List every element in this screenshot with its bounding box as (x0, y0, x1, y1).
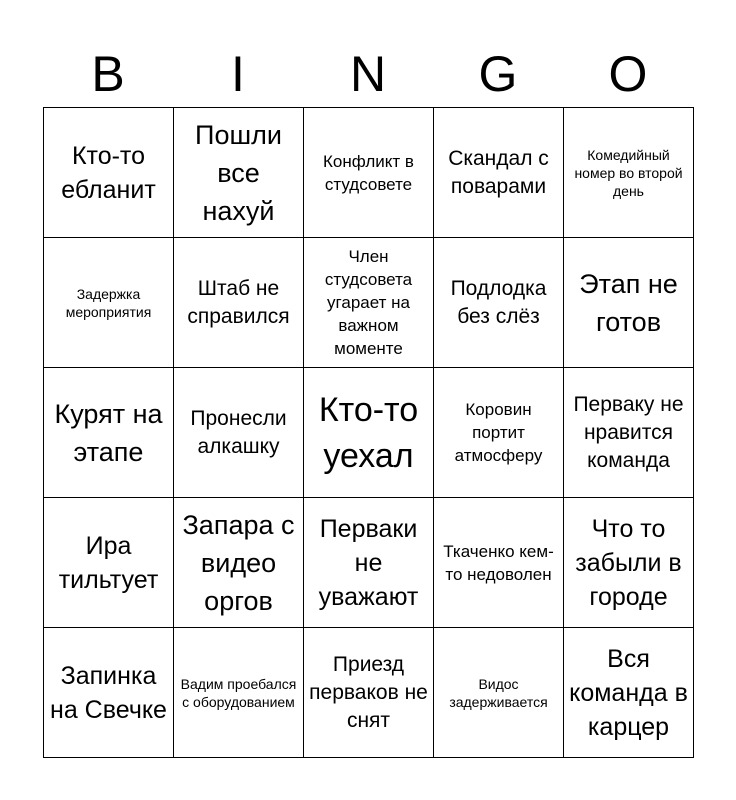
bingo-cell-text: Вадим проебался с оборудованием (180, 675, 297, 710)
bingo-cell-text: Пошли все нахуй (195, 119, 282, 226)
bingo-cell-r2-c4[interactable] (564, 368, 694, 498)
bingo-cell-r1-c1[interactable] (174, 238, 304, 368)
bingo-cell-text: Видос задерживается (449, 675, 548, 710)
bingo-cell-text: Что то забыли в городе (575, 514, 682, 611)
bingo-cell-r0-c4[interactable] (564, 108, 694, 238)
bingo-cell-r4-c1[interactable] (174, 628, 304, 758)
bingo-cell-text: Пронесли алкашку (190, 406, 287, 458)
bingo-card-grid (43, 107, 694, 758)
bingo-cell-r2-c0[interactable] (44, 368, 174, 498)
bingo-cell-r3-c1[interactable] (174, 498, 304, 628)
bingo-cell-text: Ткаченко кем-то недоволен (443, 541, 554, 584)
bingo-cell-text: Комедийный номер во второй день (574, 146, 683, 199)
bingo-cell-r1-c0[interactable] (44, 238, 174, 368)
bingo-cell-r4-c3[interactable] (434, 628, 564, 758)
header-letter-n: N (349, 46, 387, 102)
bingo-cell-r3-c4[interactable] (564, 498, 694, 628)
bingo-cell-r1-c2[interactable] (304, 238, 434, 368)
bingo-cell-text: Этап не готов (579, 268, 678, 337)
header-letter-b: B (91, 46, 125, 102)
header-letter-o: O (608, 46, 648, 102)
bingo-cell-r3-c0[interactable] (44, 498, 174, 628)
bingo-cell-r1-c3[interactable] (434, 238, 564, 368)
header-letter-g: G (478, 46, 518, 102)
bingo-cell-text: Конфликт в студсовете (323, 151, 414, 194)
bingo-cell-text: Член студсовета угарает на важном моменте (324, 247, 413, 358)
bingo-cell-r0-c1[interactable] (174, 108, 304, 238)
bingo-cell-text: Запара с видео оргов (182, 509, 295, 616)
bingo-cell-r3-c3[interactable] (434, 498, 564, 628)
bingo-cell-r1-c4[interactable] (564, 238, 694, 368)
bingo-cell-r2-c3[interactable] (434, 368, 564, 498)
bingo-cell-text: Скандал с поварами (448, 146, 549, 198)
bingo-cell-text: Задержка мероприятия (65, 285, 152, 320)
bingo-cell-text: Кто-то уехал (318, 390, 419, 475)
bingo-cell-r3-c2[interactable] (304, 498, 434, 628)
bingo-cell-text: Запинка на Свечке (50, 661, 167, 724)
bingo-cell-r4-c4[interactable] (564, 628, 694, 758)
header-letter-i: I (231, 46, 245, 102)
bingo-cell-r2-c1[interactable] (174, 368, 304, 498)
bingo-cell-text: Подлодка без слёз (450, 276, 547, 328)
bingo-cell-text: Приезд перваков не снят (309, 652, 428, 732)
bingo-cell-text: Ира тильтует (58, 531, 159, 594)
bingo-cell-r0-c3[interactable] (434, 108, 564, 238)
bingo-cell-r0-c0[interactable] (44, 108, 174, 238)
bingo-cell-r4-c2[interactable] (304, 628, 434, 758)
bingo-cell-text: Штаб не справился (187, 276, 290, 328)
bingo-cell-text: Коровин портит атмосферу (454, 400, 543, 465)
bingo-cell-r4-c0[interactable] (44, 628, 174, 758)
bingo-cell-r0-c2[interactable] (304, 108, 434, 238)
bingo-cell-text: Перваку не нравится команда (573, 392, 684, 472)
bingo-header (43, 40, 693, 108)
bingo-cell-r2-c2[interactable] (304, 368, 434, 498)
bingo-cell-text: Перваки не уважают (318, 514, 419, 611)
bingo-cell-text: Вся команда в карцер (569, 644, 688, 741)
bingo-cell-text: Курят на этапе (54, 398, 163, 467)
bingo-cell-text: Кто-то ебланит (61, 141, 156, 204)
